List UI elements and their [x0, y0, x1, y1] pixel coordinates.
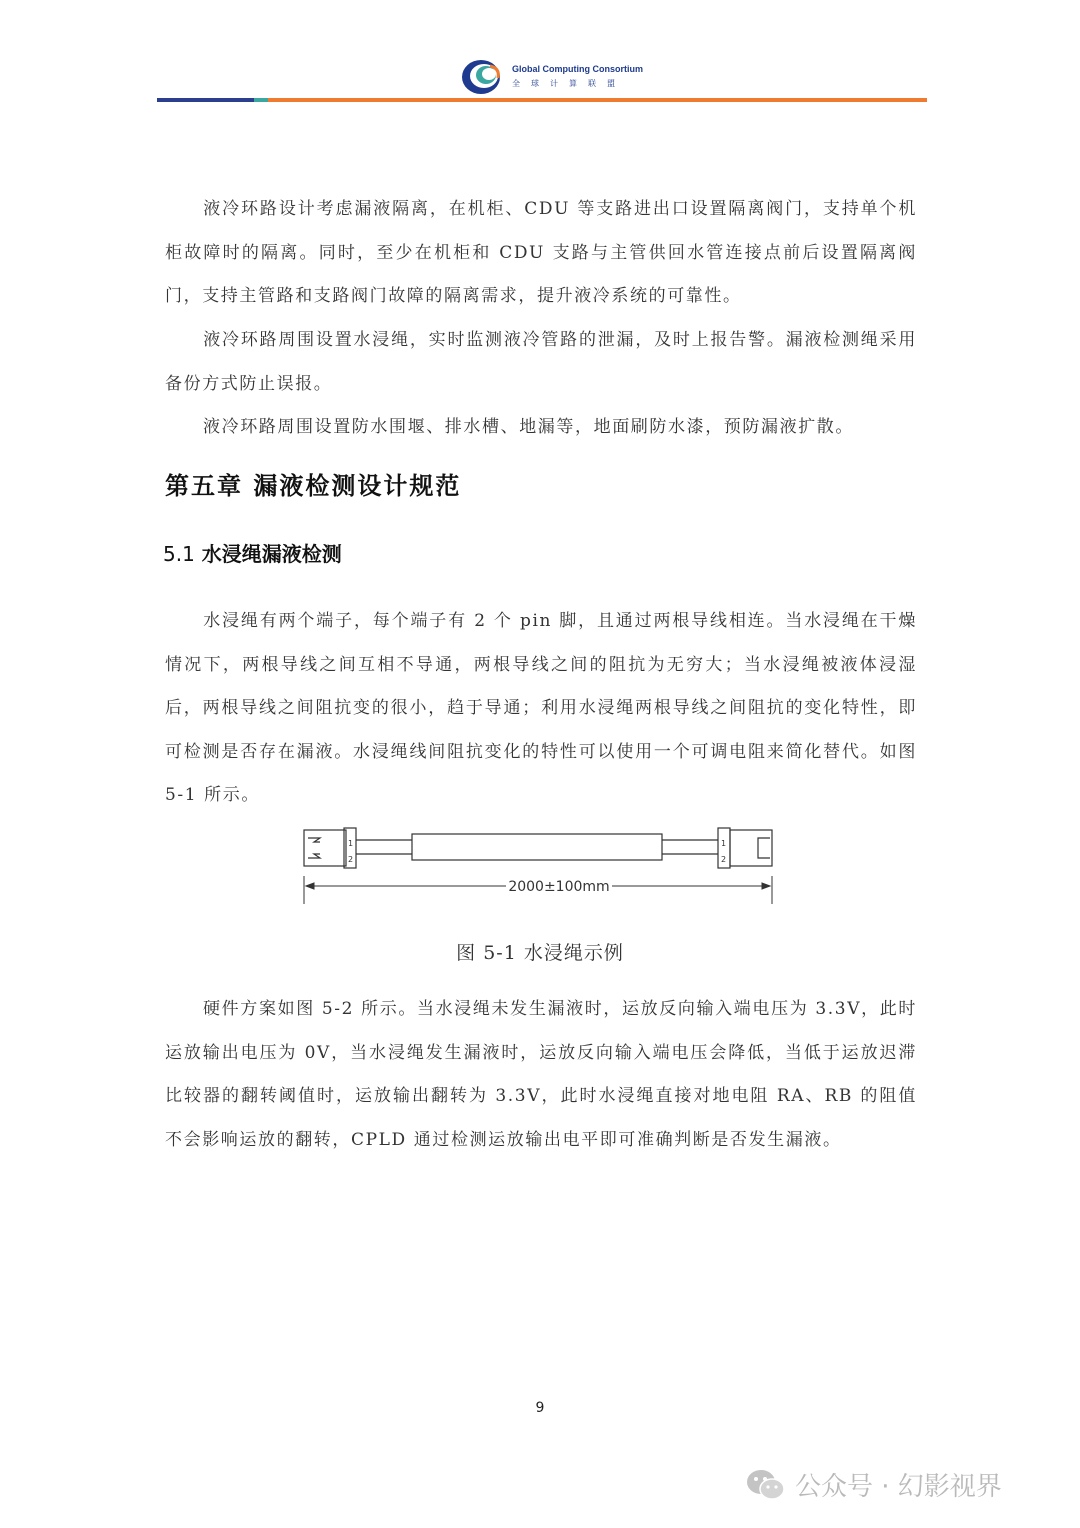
water-rope-diagram	[300, 822, 780, 908]
right-pin-2-label: 2	[721, 855, 727, 864]
watermark	[745, 1466, 1002, 1503]
watermark-text: 公众号 · 幻影视界	[795, 1472, 1002, 1502]
chapter-title: 第五章 漏液检测设计规范	[165, 471, 462, 500]
org-name-cn: 全球计算联盟	[512, 79, 626, 88]
section-heading	[163, 538, 342, 567]
header-rule-teal	[254, 98, 268, 102]
org-name-en: Global Computing Consortium	[512, 64, 643, 74]
paragraph-water-rope-principle: 水浸绳有两个端子，每个端子有 2 个 pin 脚，且通过两根导线相连。当水浸绳在干燥情况下，两根导线之间互相不导通，两根导线之间的阻抗为无穷大；当水浸绳被液体浸湿后，两根导线之间阻抗变的很小，趋于导通；利用水浸绳两根导线之间阻抗的变化特性，即可检测是否存在漏液。水浸绳线间阻抗变化的特性可以使用一个可调电阻来简化替代。如图 5-1 所示。	[165, 611, 917, 805]
wechat-icon	[745, 1467, 787, 1503]
right-connector	[718, 828, 772, 868]
figure-caption: 图 5-1 水浸绳示例	[456, 942, 624, 964]
section-number: 5.1	[163, 542, 195, 566]
page-number: 9	[535, 1400, 545, 1416]
paragraph-waterproofing: 液冷环路周围设置防水围堰、排水槽、地漏等，地面刷防水漆，预防漏液扩散。	[203, 417, 854, 437]
paragraph-leak-isolation: 液冷环路设计考虑漏液隔离，在机柜、CDU 等支路进出口设置隔离阀门，支持单个机柜故障时的隔离。同时，至少在机柜和 CDU 支路与主管供回水管连接点前后设置隔离阀门，支持主管路和支路阀门故障的隔离需求，提升液冷系统的可靠性。	[165, 199, 917, 306]
dimension-label: 2000±100mm	[508, 879, 610, 895]
header-rule-blue	[157, 98, 254, 102]
left-pin-2-label: 2	[348, 855, 354, 864]
paragraph-hardware-scheme: 硬件方案如图 5-2 所示。当水浸绳未发生漏液时，运放反向输入端电压为 3.3V，此时运放输出电压为 0V，当水浸绳发生漏液时，运放反向输入端电压会降低，当低于运放迟滞比较器的翻转阈值时，运放输出翻转为 3.3V，此时水浸绳直接对地电阻 RA、RB 的阻值不会影响运放的翻转，CPLD 通过检测运放输出电平即可准确判断是否发生漏液。	[165, 999, 917, 1150]
left-pin-1-label: 1	[348, 839, 354, 848]
page-header	[0, 0, 1080, 110]
section-title: 水浸绳漏液检测	[201, 542, 342, 566]
consortium-logo-icon	[460, 58, 506, 96]
paragraph-water-rope: 液冷环路周围设置水浸绳，实时监测液冷管路的泄漏，及时上报告警。漏液检测绳采用备份方式防止误报。	[165, 330, 917, 394]
rope-wires	[356, 834, 718, 860]
header-rule-orange	[268, 98, 927, 102]
right-pin-1-label: 1	[721, 839, 727, 848]
